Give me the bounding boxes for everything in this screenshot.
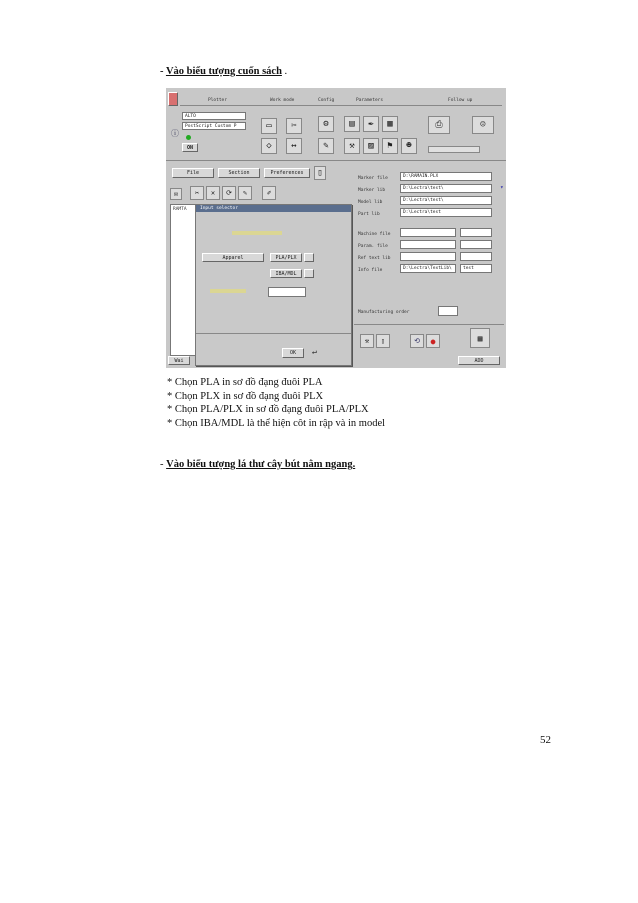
- label-param-file: Param. file: [358, 244, 388, 249]
- on-button[interactable]: ON: [182, 143, 198, 152]
- machine-file-field-2[interactable]: [460, 228, 492, 237]
- header-parameters: Parameters: [356, 98, 384, 103]
- mail-icon[interactable]: ✉: [170, 188, 182, 200]
- info-icon: ⓘ: [171, 129, 179, 138]
- pla-plx-button[interactable]: PLA/PLX: [270, 253, 302, 262]
- cut-icon[interactable]: ✕: [206, 186, 220, 200]
- tab-section[interactable]: Section: [218, 168, 260, 178]
- bullet-item: * Chọn PLA in sơ đồ đạng đuôi PLA: [167, 377, 323, 388]
- page-icon[interactable]: ▯: [376, 334, 390, 348]
- printer-icon[interactable]: ⎙: [428, 116, 450, 134]
- bullet-list: [167, 376, 385, 430]
- label-marker-file: Marker file: [358, 176, 388, 181]
- add-button[interactable]: ADD: [458, 356, 500, 365]
- marker-lib-field[interactable]: D:\Lectra\test\: [400, 184, 492, 193]
- stop-icon[interactable]: ●: [426, 334, 440, 348]
- progress-bar: [428, 146, 480, 153]
- page-number: 52: [540, 734, 551, 746]
- label-part-lib: Part lib: [358, 212, 380, 217]
- close-icon[interactable]: [168, 92, 178, 106]
- apparel-field[interactable]: Apparel: [202, 253, 264, 262]
- bullet-item: * Chọn PLA/PLX in sơ đồ đạng đuôi PLA/PLX: [167, 404, 369, 415]
- info-file-field[interactable]: D:\Lectra\TextLib\: [400, 264, 456, 273]
- user-icon[interactable]: ☻: [401, 138, 417, 154]
- header-config: Config: [318, 98, 335, 103]
- edit-icon[interactable]: ✎: [238, 186, 252, 200]
- return-icon[interactable]: ↵: [312, 347, 317, 356]
- plotter-field[interactable]: ALTO: [182, 112, 246, 120]
- ref-text-lib-field[interactable]: [400, 252, 456, 261]
- document-icon[interactable]: ▦: [382, 116, 398, 132]
- marker-file-field[interactable]: D:\RAMAIN.PLX: [400, 172, 492, 181]
- label-manufacturing-order: Manufacturing order: [358, 310, 410, 315]
- pen-icon[interactable]: ✒: [363, 116, 379, 132]
- plotter-driver-field[interactable]: PostScript Custom P: [182, 122, 246, 130]
- value-field[interactable]: [268, 287, 306, 297]
- app-screenshot: [166, 88, 506, 368]
- part-lib-field[interactable]: D:\Lectra\test: [400, 208, 492, 217]
- config-icon[interactable]: ⚙: [318, 116, 334, 132]
- model-lib-field[interactable]: D:\Lectra\test\: [400, 196, 492, 205]
- ruler-icon[interactable]: ▨: [363, 138, 379, 154]
- param-file-field[interactable]: [400, 240, 456, 249]
- pla-toggle[interactable]: [304, 253, 314, 262]
- heading-letter-pen-icon: - Vào biểu tượng lá thư cây bút nằm ngang.: [160, 459, 356, 470]
- tab-file[interactable]: File: [172, 168, 214, 178]
- shape-icon[interactable]: ◇: [261, 138, 277, 154]
- label-ref-text-lib: Ref text lib: [358, 256, 391, 261]
- ok-button[interactable]: OK: [282, 348, 304, 358]
- wait-button[interactable]: Wai: [168, 356, 190, 365]
- info-file-field-2[interactable]: test: [460, 264, 492, 273]
- measure-icon[interactable]: ↔: [286, 138, 302, 154]
- header-follow-up: Follow up: [448, 98, 473, 103]
- iba-mdl-button[interactable]: IBA/MDL: [270, 269, 302, 278]
- tab-preferences[interactable]: Preferences: [264, 168, 310, 178]
- file-list[interactable]: [170, 204, 196, 356]
- flag-icon[interactable]: ⚑: [382, 138, 398, 154]
- dialog-title: Input selector: [196, 205, 351, 212]
- config-edit-icon[interactable]: ✎: [318, 138, 334, 154]
- book-icon[interactable]: ▤: [344, 116, 360, 132]
- heading-book-icon: - Vào biểu tượng cuốn sách .: [160, 66, 288, 77]
- plot-icon[interactable]: ▦: [470, 328, 490, 348]
- bullet-item: * Chọn IBA/MDL là thể hiện côt in rập và in model: [167, 417, 386, 429]
- label-model-lib: Model lib: [358, 200, 383, 205]
- tools-icon[interactable]: ⚒: [360, 334, 374, 348]
- manufacturing-order-field[interactable]: [438, 306, 458, 316]
- scissors-icon[interactable]: ✂: [286, 118, 302, 134]
- ref-text-lib-field-2[interactable]: [460, 252, 492, 261]
- right-panel: [354, 168, 504, 358]
- machine-file-field[interactable]: [400, 228, 456, 237]
- scissors-icon[interactable]: ✂: [190, 186, 204, 200]
- notepad-icon[interactable]: ▯: [314, 166, 326, 180]
- folder-icon[interactable]: ▭: [261, 118, 277, 134]
- highlight-marker: [232, 231, 282, 235]
- refresh-icon[interactable]: ⟳: [222, 186, 236, 200]
- header-work-mode: Work mode: [270, 98, 295, 103]
- status-light-icon: [186, 135, 191, 140]
- label-marker-lib: Marker lib: [358, 188, 386, 193]
- label-machine-file: Machine file: [358, 232, 391, 237]
- input-selector-dialog: [195, 204, 352, 366]
- list-item[interactable]: RAMTA: [173, 207, 187, 212]
- person-icon[interactable]: ☺: [472, 116, 494, 134]
- pencil-icon[interactable]: ✐: [262, 186, 276, 200]
- param-file-field-2[interactable]: [460, 240, 492, 249]
- dropdown-arrow-icon[interactable]: ▾: [500, 184, 504, 191]
- cycle-icon[interactable]: ⟲: [410, 334, 424, 348]
- label-info-file: Info file: [358, 268, 383, 273]
- iba-toggle[interactable]: [304, 269, 314, 278]
- header-plotter: Plotter: [208, 98, 227, 103]
- wrench-icon[interactable]: ⚒: [344, 138, 360, 154]
- bullet-item: * Chọn PLX in sơ đồ đạng đuôi PLX: [167, 390, 324, 402]
- highlight-marker-2: [210, 289, 246, 293]
